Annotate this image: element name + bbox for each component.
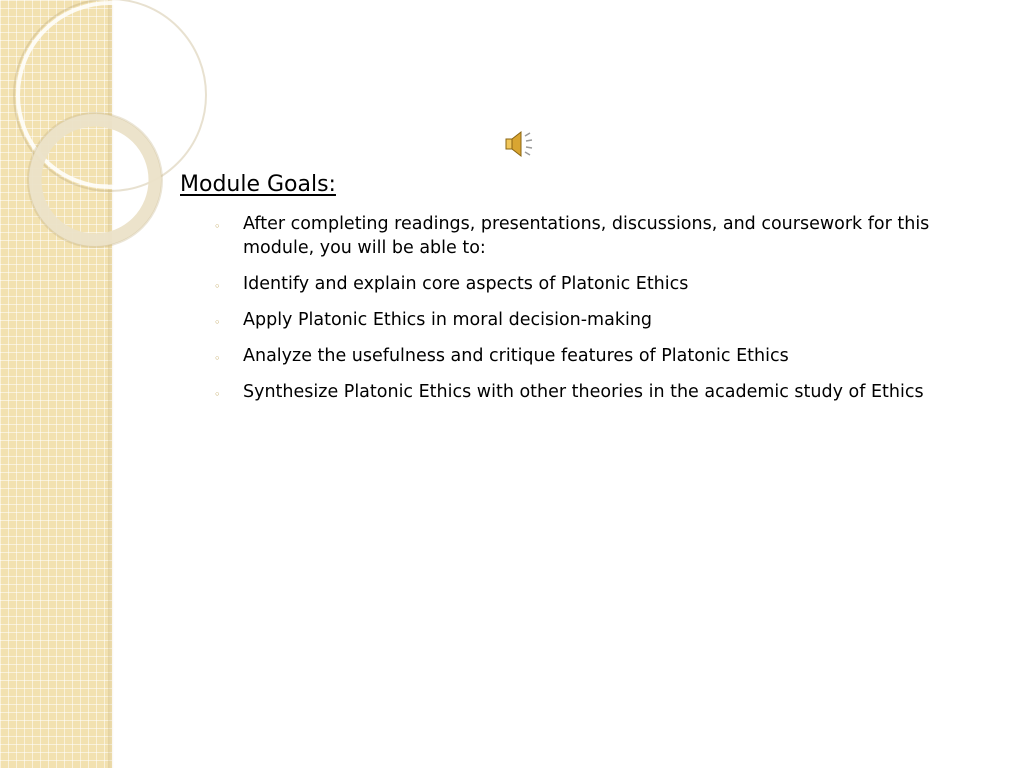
page-title: Module Goals: (180, 172, 336, 197)
bullet-icon: ◦ (214, 352, 221, 365)
speaker-icon[interactable] (503, 128, 537, 160)
bullet-icon: ◦ (214, 220, 221, 233)
bullet-icon: ◦ (214, 388, 221, 401)
goal-text: After completing readings, presentations, discussions, and coursework for this module, you will be able to: (243, 214, 930, 258)
bullet-icon: ◦ (214, 280, 221, 293)
decorative-rings (0, 0, 160, 300)
goal-text: Apply Platonic Ethics in moral decision-making (243, 310, 653, 330)
goal-text: Analyze the usefulness and critique features of Platonic Ethics (243, 346, 789, 366)
list-item (180, 308, 980, 332)
decorative-ring-lower (35, 120, 155, 240)
list-item (180, 380, 980, 404)
list-item (180, 212, 980, 260)
list-item (180, 344, 980, 368)
list-item (180, 272, 980, 296)
bullet-icon: ◦ (214, 316, 221, 329)
goals-list (180, 212, 980, 404)
goal-text: Synthesize Platonic Ethics with other theories in the academic study of Ethics (243, 382, 924, 402)
goal-text: Identify and explain core aspects of Platonic Ethics (243, 274, 689, 294)
slide-content (180, 170, 980, 416)
